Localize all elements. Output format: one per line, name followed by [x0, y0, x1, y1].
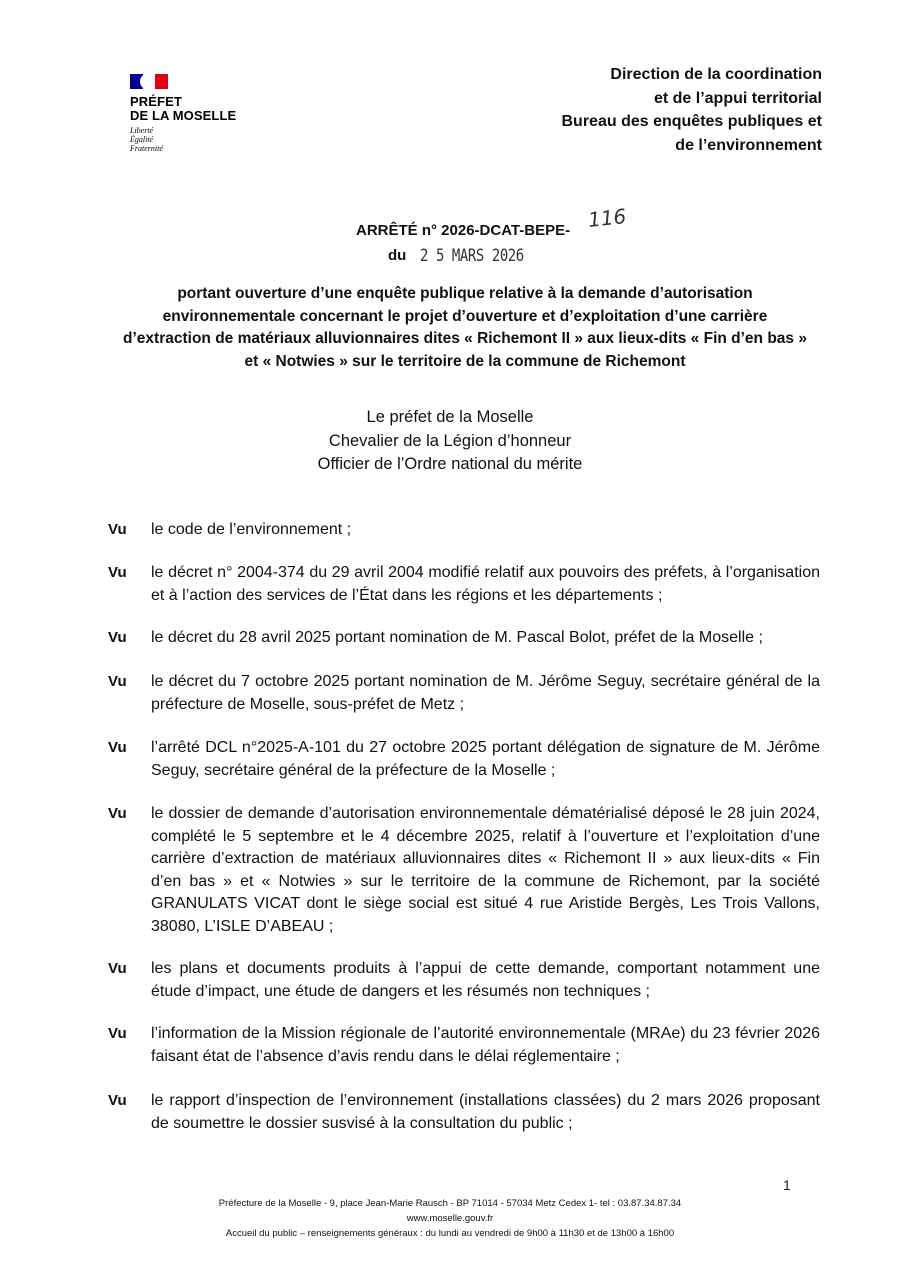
vu-text: le dossier de demande d’autorisation environnementale dématérialisé déposé le 28 juin 2024, complété le 5 septembre et le 4 décembre 2025, relatif à l’ouverture et l’exploitation d’une carrière d’extraction de matériaux alluvionnaires dites « Richemont II » aux lieux-dits « Fin d’en bas » et « Notwies » sur le territoire de la commune de Richemont, par la société GRANULATS VICAT dont le siège social est situé 4 rue Aristide Bergès, Les Trois Vallons, 38080, L’ISLE D’ABEAU ; [151, 805, 820, 935]
signatory-line: Chevalier de la Légion d’honneur [328, 431, 572, 450]
vu-label: Vu [108, 805, 127, 822]
logo-line-2: DE LA MOSELLE [130, 108, 237, 123]
direction-line: de l’environnement [675, 136, 822, 154]
vu-text: les plans et documents produits à l’appui de cette demande, comportant notamment une étude d’impact, une étude de dangers et les résumés non techniques ; [151, 960, 820, 1000]
footer-hours: Accueil du public – renseignements généraux : du lundi au vendredi de 9h00 à 11h30 et de 13h00 à 16h00 [225, 1228, 675, 1239]
vu-text: l’information de la Mission régionale de l’autorité environnementale (MRAe) du 23 février 2026 faisant état de l’absence d’avis rendu dans le délai réglementaire ; [151, 1025, 820, 1065]
vu-text: le décret du 7 octobre 2025 portant nomination de M. Jérôme Seguy, secrétaire général de la préfecture de Moselle, sous-préfet de Metz ; [151, 673, 820, 713]
signatory-block [200, 406, 700, 477]
page-footer [150, 1196, 750, 1241]
footer-address: Préfecture de la Moselle - 9, place Jean-Marie Rausch - BP 71014 - 57034 Metz Cedex 1- tel : 03.87.34.87.34 [218, 1198, 682, 1209]
direction-line: Bureau des enquêtes publiques et [561, 113, 822, 130]
direction-line: Direction de la coordination [610, 66, 822, 83]
motto-fraternite: Fraternité [130, 144, 163, 153]
vu-label: Vu [108, 1092, 127, 1109]
date-stamp: 2 5 MARS 2026 [420, 246, 524, 266]
motto-egalite: Égalité [130, 135, 154, 144]
arrete-object [100, 283, 830, 373]
signatory-line: Officier de l’Ordre national du mérite [317, 455, 583, 473]
motto [130, 126, 236, 153]
object-line: environnementale concernant le projet d’ouverture et d’exploitation d’une carrière [162, 307, 768, 325]
object-line: portant ouverture d’une enquête publique relative à la demande d’autorisation [177, 285, 753, 302]
direction-header [562, 63, 823, 157]
handwritten-arrete-number: 116 [586, 204, 628, 232]
marianne-flag-icon [130, 74, 168, 89]
vu-label: Vu [108, 564, 127, 581]
vu-label: Vu [108, 673, 127, 690]
vu-text: le décret n° 2004-374 du 29 avril 2004 modifié relatif aux pouvoirs des préfets, à l’organisation et à l’action des services de l’État dans les régions et les départements ; [151, 564, 820, 604]
vu-text: le décret du 28 avril 2025 portant nomination de M. Pascal Bolot, préfet de la Moselle ; [151, 629, 763, 646]
object-line: d’extraction de matériaux alluvionnaires dites « Richemont II » aux lieux-dits « Fin d’en bas » [123, 330, 807, 347]
vu-text: l’arrêté DCL n°2025-A-101 du 27 octobre 2025 portant délégation de signature de M. Jérôme Seguy, secrétaire général de la préfecture de la Moselle ; [151, 739, 820, 779]
footer-website: www.moselle.gouv.fr [406, 1213, 494, 1224]
du-label: du [388, 247, 407, 264]
vu-label: Vu [108, 629, 127, 646]
page-number: 1 [783, 1177, 791, 1193]
vu-text: le code de l’environnement ; [151, 521, 352, 538]
logo-line-1: PRÉFET [130, 94, 182, 109]
vu-label: Vu [108, 521, 127, 538]
vu-label: Vu [108, 960, 127, 977]
prefecture-logo [130, 74, 236, 153]
arrete-reference: ARRÊTÉ n° 2026-DCAT-BEPE- [356, 222, 571, 239]
direction-line: et de l’appui territorial [653, 89, 822, 107]
object-line: et « Notwies » sur le territoire de la commune de Richemont [244, 352, 686, 370]
vu-label: Vu [108, 1025, 127, 1042]
motto-liberte: Liberté [130, 126, 154, 135]
vu-label: Vu [108, 739, 127, 756]
signatory-line: Le préfet de la Moselle [366, 408, 534, 426]
vu-text: le rapport d’inspection de l’environnement (installations classées) du 2 mars 2026 proposant de soumettre le dossier susvisé à la consultation du public ; [151, 1092, 820, 1132]
